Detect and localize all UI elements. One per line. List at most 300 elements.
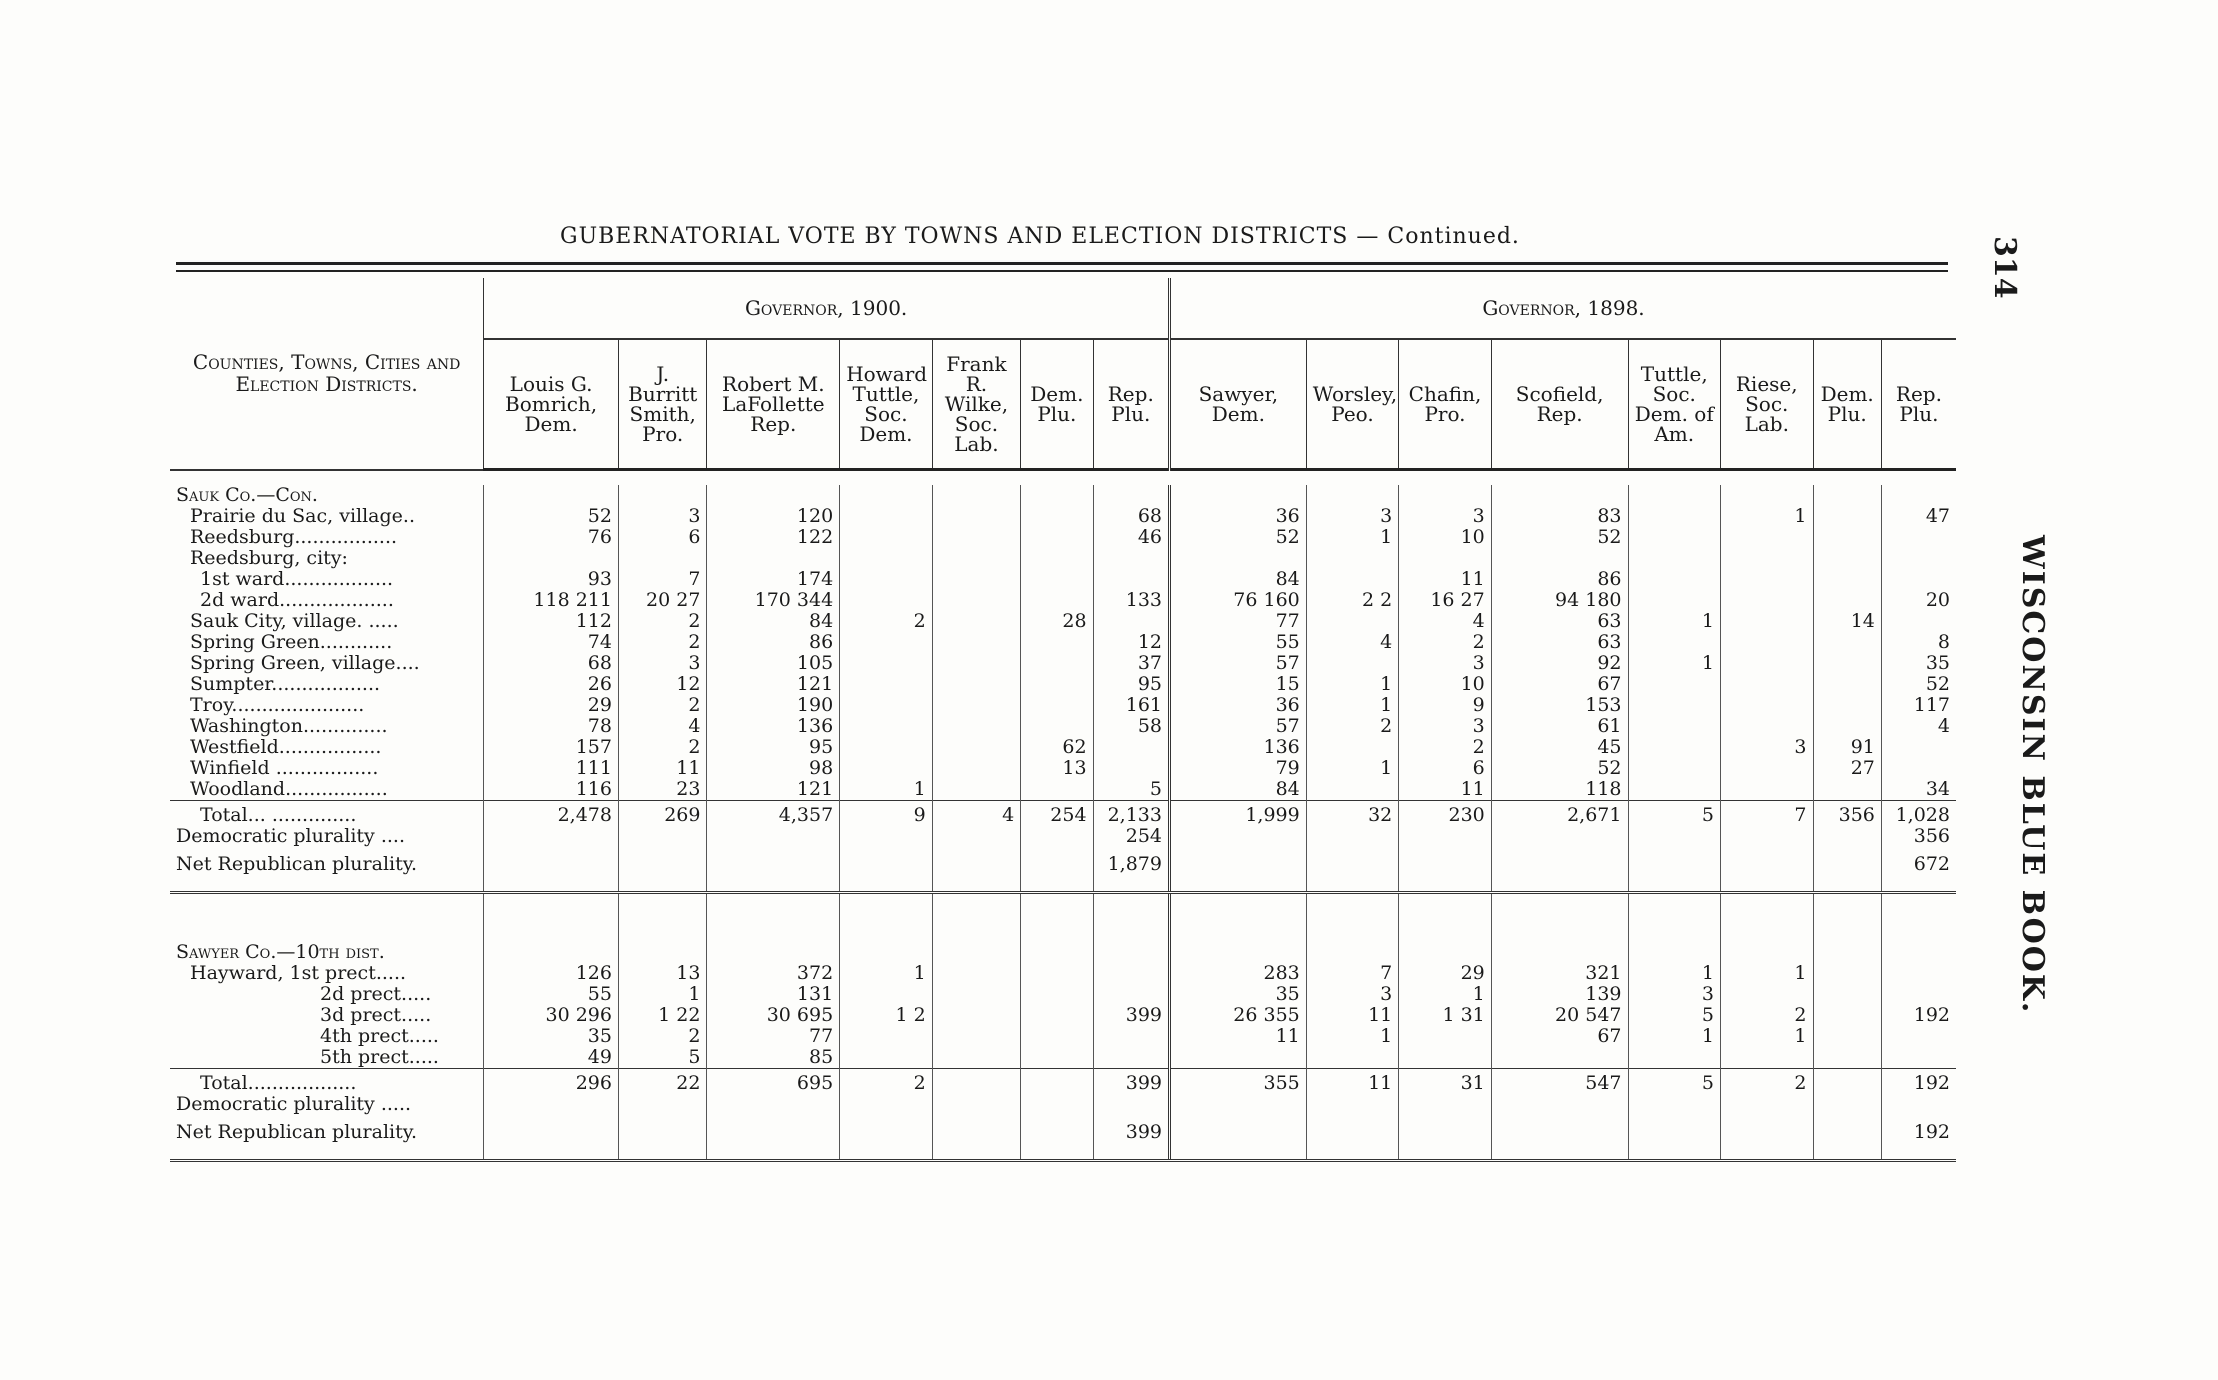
table-cell xyxy=(1399,1115,1492,1149)
table-row xyxy=(170,779,1956,801)
table-cell: 170 344 xyxy=(707,590,840,611)
column-header: Scofield, Rep. xyxy=(1491,339,1628,470)
table-cell xyxy=(932,611,1020,632)
table-cell: 32 xyxy=(1306,801,1399,827)
table-cell: 2 xyxy=(618,611,706,632)
table-cell: 1 xyxy=(1721,963,1814,984)
table-cell xyxy=(1813,506,1881,527)
table-cell: 1,028 xyxy=(1881,801,1956,827)
table-cell xyxy=(1813,548,1881,569)
table-cell xyxy=(1093,984,1169,1005)
table-cell: 3 xyxy=(1628,984,1721,1005)
table-cell: 20 xyxy=(1881,590,1956,611)
row-label: Woodland................. xyxy=(190,778,388,800)
table-cell xyxy=(1813,779,1881,801)
table-cell xyxy=(1021,716,1093,737)
row-label: Westfield................. xyxy=(190,736,382,758)
table-cell xyxy=(484,1115,619,1149)
table-cell: 3 xyxy=(1399,653,1492,674)
table-cell xyxy=(840,695,933,716)
table-cell xyxy=(932,826,1020,847)
table-cell: 3 xyxy=(618,653,706,674)
table-cell xyxy=(1170,826,1307,847)
table-cell xyxy=(840,826,933,847)
table-cell xyxy=(1813,1005,1881,1026)
table-cell: 118 xyxy=(1491,779,1628,801)
table-cell xyxy=(932,1115,1020,1149)
table-cell xyxy=(1813,1094,1881,1115)
stub-header: Counties, Towns, Cities and Election Districts. xyxy=(170,278,484,470)
table-cell: 1 xyxy=(1721,506,1814,527)
table-row xyxy=(170,1115,1956,1149)
table-cell: 4,357 xyxy=(707,801,840,827)
table-cell: 1,879 xyxy=(1093,847,1169,881)
table-cell xyxy=(932,506,1020,527)
table-cell xyxy=(932,695,1020,716)
table-cell: 2 2 xyxy=(1306,590,1399,611)
table-cell xyxy=(840,984,933,1005)
table-cell: 61 xyxy=(1491,716,1628,737)
table-cell xyxy=(840,506,933,527)
table-cell xyxy=(1628,716,1721,737)
table-cell: 9 xyxy=(840,801,933,827)
table-cell: 4 xyxy=(932,801,1020,827)
table-cell xyxy=(1628,847,1721,881)
table-cell xyxy=(1306,779,1399,801)
table-cell xyxy=(1093,1094,1169,1115)
table-cell xyxy=(1721,826,1814,847)
table-cell xyxy=(1881,984,1956,1005)
row-label: Sauk City, village. ..... xyxy=(190,610,399,632)
table-cell: 13 xyxy=(618,963,706,984)
table-cell xyxy=(840,548,933,569)
column-header: Worsley, Peo. xyxy=(1306,339,1399,470)
column-header: Louis G. Bomrich, Dem. xyxy=(484,339,619,470)
table-cell xyxy=(1093,1026,1169,1047)
table-cell xyxy=(1021,527,1093,548)
table-cell: 22 xyxy=(618,1069,706,1095)
table-cell: 111 xyxy=(484,758,619,779)
table-cell xyxy=(1813,653,1881,674)
table-cell xyxy=(1306,1047,1399,1069)
table-cell: 20 547 xyxy=(1491,1005,1628,1026)
table-cell: 1 xyxy=(1306,674,1399,695)
row-label: Sumpter.................. xyxy=(190,673,381,695)
table-cell: 76 160 xyxy=(1170,590,1307,611)
table-cell xyxy=(707,826,840,847)
header-rule xyxy=(176,270,1948,272)
table-cell: 52 xyxy=(1491,758,1628,779)
table-cell xyxy=(1306,611,1399,632)
table-cell: 5 xyxy=(1628,1005,1721,1026)
table-cell xyxy=(618,826,706,847)
table-cell: 11 xyxy=(1399,779,1492,801)
table-cell xyxy=(1399,1047,1492,1069)
table-cell: 78 xyxy=(484,716,619,737)
table-cell xyxy=(1021,963,1093,984)
table-cell xyxy=(840,1026,933,1047)
table-cell: 46 xyxy=(1093,527,1169,548)
table-cell: 3 xyxy=(1399,506,1492,527)
table-cell xyxy=(1021,506,1093,527)
table-cell: 3 xyxy=(1399,716,1492,737)
table-cell xyxy=(1721,653,1814,674)
table-cell: 190 xyxy=(707,695,840,716)
table-cell xyxy=(1628,569,1721,590)
table-cell xyxy=(932,1026,1020,1047)
column-header: Dem. Plu. xyxy=(1021,339,1093,470)
row-label: Democratic plurality ..... xyxy=(176,1093,412,1115)
table-cell xyxy=(1093,758,1169,779)
table-cell xyxy=(1721,590,1814,611)
table-cell: 92 xyxy=(1491,653,1628,674)
table-cell xyxy=(1021,674,1093,695)
table-cell xyxy=(1628,632,1721,653)
row-label: Washington.............. xyxy=(190,715,388,737)
row-label: Winfield ................. xyxy=(190,757,379,779)
table-cell: 86 xyxy=(707,632,840,653)
column-header: Tuttle, Soc. Dem. of Am. xyxy=(1628,339,1721,470)
table-cell: 10 xyxy=(1399,527,1492,548)
table-cell xyxy=(1881,611,1956,632)
table-cell: 372 xyxy=(707,963,840,984)
table-cell xyxy=(840,716,933,737)
table-cell xyxy=(1721,674,1814,695)
table-cell xyxy=(932,847,1020,881)
table-row xyxy=(170,984,1956,1005)
table-cell xyxy=(1306,737,1399,758)
table-cell xyxy=(840,1094,933,1115)
table-cell: 2,671 xyxy=(1491,801,1628,827)
table-cell xyxy=(1721,716,1814,737)
table-cell xyxy=(840,1115,933,1149)
table-cell: 29 xyxy=(1399,963,1492,984)
table-cell xyxy=(1628,1115,1721,1149)
table-cell xyxy=(618,548,706,569)
table-cell: 2 xyxy=(618,1026,706,1047)
table-cell xyxy=(1491,1047,1628,1069)
table-cell xyxy=(932,984,1020,1005)
table-cell: 11 xyxy=(1306,1005,1399,1026)
table-row xyxy=(170,632,1956,653)
table-cell: 1 xyxy=(1399,984,1492,1005)
table-cell xyxy=(1021,1026,1093,1047)
table-cell: 192 xyxy=(1881,1069,1956,1095)
table-cell xyxy=(1813,1069,1881,1095)
table-cell: 7 xyxy=(618,569,706,590)
table-cell xyxy=(1021,569,1093,590)
column-header: Robert M. LaFollette Rep. xyxy=(707,339,840,470)
table-cell xyxy=(1721,758,1814,779)
table-cell xyxy=(1813,1026,1881,1047)
table-cell: 2 xyxy=(618,632,706,653)
group-header-1900: Governor, 1900. xyxy=(484,278,1170,339)
table-cell: 13 xyxy=(1021,758,1093,779)
table-cell xyxy=(1813,632,1881,653)
table-cell xyxy=(1721,695,1814,716)
table-cell: 68 xyxy=(1093,506,1169,527)
table-cell: 84 xyxy=(707,611,840,632)
table-cell: 7 xyxy=(1721,801,1814,827)
row-label: Total... .............. xyxy=(170,801,484,827)
table-cell: 136 xyxy=(1170,737,1307,758)
table-cell xyxy=(1628,1094,1721,1115)
table-cell: 16 27 xyxy=(1399,590,1492,611)
column-header: Rep. Plu. xyxy=(1093,339,1169,470)
table-cell: 117 xyxy=(1881,695,1956,716)
table-cell: 1,999 xyxy=(1170,801,1307,827)
row-label: 2d ward................... xyxy=(200,589,394,611)
table-cell xyxy=(1021,1115,1093,1149)
table-cell xyxy=(932,569,1020,590)
table-cell: 2,133 xyxy=(1093,801,1169,827)
table-cell xyxy=(1021,695,1093,716)
table-cell xyxy=(1491,847,1628,881)
table-cell: 23 xyxy=(618,779,706,801)
table-cell xyxy=(1813,716,1881,737)
table-cell xyxy=(1093,1047,1169,1069)
table-cell xyxy=(1813,674,1881,695)
table-cell: 355 xyxy=(1170,1069,1307,1095)
table-cell xyxy=(1306,847,1399,881)
table-cell: 1 xyxy=(1628,1026,1721,1047)
table-cell: 6 xyxy=(1399,758,1492,779)
table-cell xyxy=(1881,527,1956,548)
table-cell xyxy=(932,1005,1020,1026)
table-cell: 9 xyxy=(1399,695,1492,716)
table-cell xyxy=(1170,1115,1307,1149)
table-cell: 47 xyxy=(1881,506,1956,527)
table-cell: 95 xyxy=(1093,674,1169,695)
table-cell: 83 xyxy=(1491,506,1628,527)
table-cell: 356 xyxy=(1881,826,1956,847)
row-label: Prairie du Sac, village.. xyxy=(190,505,415,527)
table-cell: 1 xyxy=(840,963,933,984)
column-header: Riese, Soc. Lab. xyxy=(1721,339,1814,470)
table-cell: 139 xyxy=(1491,984,1628,1005)
table-cell: 91 xyxy=(1813,737,1881,758)
table-cell: 136 xyxy=(707,716,840,737)
table-row xyxy=(170,548,1956,569)
table-cell xyxy=(932,1069,1020,1095)
table-cell: 2 xyxy=(1721,1069,1814,1095)
table-cell xyxy=(1399,826,1492,847)
table-cell: 283 xyxy=(1170,963,1307,984)
table-row xyxy=(170,737,1956,758)
table-cell: 4 xyxy=(1306,632,1399,653)
table-row xyxy=(170,695,1956,716)
table-cell: 8 xyxy=(1881,632,1956,653)
table-cell: 254 xyxy=(1093,826,1169,847)
table-cell xyxy=(932,527,1020,548)
table-cell xyxy=(1306,548,1399,569)
table-cell: 63 xyxy=(1491,611,1628,632)
table-cell xyxy=(1491,1094,1628,1115)
page-number: 314 xyxy=(1987,236,2022,299)
column-header: Rep. Plu. xyxy=(1881,339,1956,470)
table-cell xyxy=(840,1047,933,1069)
table-cell xyxy=(1170,548,1307,569)
table-cell: 12 xyxy=(618,674,706,695)
table-cell: 76 xyxy=(484,527,619,548)
table-row xyxy=(170,653,1956,674)
section-heading-row xyxy=(170,942,1956,963)
table-cell: 93 xyxy=(484,569,619,590)
table-cell xyxy=(1721,984,1814,1005)
table-cell xyxy=(1170,1047,1307,1069)
table-cell xyxy=(707,548,840,569)
table-cell xyxy=(1881,758,1956,779)
table-cell: 35 xyxy=(1881,653,1956,674)
table-cell: 55 xyxy=(1170,632,1307,653)
table-cell xyxy=(1021,826,1093,847)
table-cell: 67 xyxy=(1491,1026,1628,1047)
table-cell xyxy=(1021,984,1093,1005)
table-cell xyxy=(932,716,1020,737)
table-cell: 14 xyxy=(1813,611,1881,632)
table-cell xyxy=(618,1094,706,1115)
table-cell: 5 xyxy=(1628,1069,1721,1095)
table-cell xyxy=(1628,674,1721,695)
row-label: 3d prect..... xyxy=(320,1004,432,1026)
table-cell xyxy=(1721,548,1814,569)
table-cell: 112 xyxy=(484,611,619,632)
table-cell xyxy=(840,527,933,548)
table-cell xyxy=(1628,506,1721,527)
table-cell: 95 xyxy=(707,737,840,758)
table-cell xyxy=(1721,527,1814,548)
table-cell: 2 xyxy=(1721,1005,1814,1026)
row-label: Net Republican plurality. xyxy=(176,852,417,875)
section-heading: Sauk Co.—Con. xyxy=(176,484,318,506)
table-cell: 121 xyxy=(707,779,840,801)
table-row xyxy=(170,674,1956,695)
table-cell: 37 xyxy=(1093,653,1169,674)
row-label: Total.................. xyxy=(170,1069,484,1095)
table-row xyxy=(170,1047,1956,1069)
table-cell: 321 xyxy=(1491,963,1628,984)
row-label: Reedsburg................. xyxy=(190,526,398,548)
table-cell: 131 xyxy=(707,984,840,1005)
table-cell xyxy=(707,847,840,881)
row-label: Troy...................... xyxy=(190,694,365,716)
table-cell: 52 xyxy=(1170,527,1307,548)
table-cell: 36 xyxy=(1170,695,1307,716)
table-cell: 77 xyxy=(1170,611,1307,632)
table-cell: 3 xyxy=(1721,737,1814,758)
column-header: Sawyer, Dem. xyxy=(1170,339,1307,470)
table-cell: 77 xyxy=(707,1026,840,1047)
table-cell xyxy=(1306,1094,1399,1115)
table-cell: 2 xyxy=(1399,632,1492,653)
table-cell: 26 355 xyxy=(1170,1005,1307,1026)
table-row xyxy=(170,527,1956,548)
table-cell xyxy=(1881,963,1956,984)
header-rule xyxy=(176,262,1948,265)
table-cell: 31 xyxy=(1399,1069,1492,1095)
table-cell xyxy=(932,779,1020,801)
table-cell: 133 xyxy=(1093,590,1169,611)
running-side-title: WISCONSIN BLUE BOOK. xyxy=(2015,535,2050,1015)
table-cell: 11 xyxy=(1306,1069,1399,1095)
sawyer-county-section xyxy=(170,893,1956,1161)
table-cell xyxy=(1491,1115,1628,1149)
table-cell xyxy=(1721,1047,1814,1069)
table-cell: 11 xyxy=(1399,569,1492,590)
table-cell xyxy=(1721,1115,1814,1149)
table-cell: 118 211 xyxy=(484,590,619,611)
row-label: Spring Green, village.... xyxy=(190,652,420,674)
table-cell: 94 180 xyxy=(1491,590,1628,611)
table-row xyxy=(170,847,1956,881)
column-header: Chafin, Pro. xyxy=(1399,339,1492,470)
table-cell xyxy=(1813,826,1881,847)
table-cell xyxy=(1021,548,1093,569)
table-cell: 49 xyxy=(484,1047,619,1069)
table-cell: 52 xyxy=(1491,527,1628,548)
table-cell xyxy=(1721,632,1814,653)
sauk-county-section xyxy=(170,470,1956,893)
table-cell xyxy=(1628,1047,1721,1069)
table-cell xyxy=(1813,569,1881,590)
table-cell: 68 xyxy=(484,653,619,674)
table-cell xyxy=(1721,1094,1814,1115)
table-cell xyxy=(1306,826,1399,847)
table-cell xyxy=(932,590,1020,611)
table-cell: 105 xyxy=(707,653,840,674)
table-cell: 52 xyxy=(484,506,619,527)
row-label: 4th prect..... xyxy=(320,1025,439,1047)
table-cell: 30 695 xyxy=(707,1005,840,1026)
table-cell: 86 xyxy=(1491,569,1628,590)
table-cell: 11 xyxy=(1170,1026,1307,1047)
table-cell: 2 xyxy=(1399,737,1492,758)
table-cell: 1 xyxy=(1628,963,1721,984)
table-cell xyxy=(1093,548,1169,569)
table-cell: 84 xyxy=(1170,569,1307,590)
table-cell: 269 xyxy=(618,801,706,827)
table-row xyxy=(170,569,1956,590)
table-cell: 399 xyxy=(1093,1005,1169,1026)
table-cell: 34 xyxy=(1881,779,1956,801)
table-cell: 45 xyxy=(1491,737,1628,758)
table-cell: 27 xyxy=(1813,758,1881,779)
table-cell: 74 xyxy=(484,632,619,653)
column-header: Dem. Plu. xyxy=(1813,339,1881,470)
table-cell: 5 xyxy=(1093,779,1169,801)
table-cell xyxy=(1628,590,1721,611)
table-cell xyxy=(1813,590,1881,611)
table-cell xyxy=(1491,548,1628,569)
table-cell xyxy=(1881,1026,1956,1047)
table-cell xyxy=(1021,1005,1093,1026)
table-cell xyxy=(840,632,933,653)
table-cell xyxy=(1881,1094,1956,1115)
table-cell xyxy=(1021,779,1093,801)
table-cell xyxy=(840,758,933,779)
table-cell: 98 xyxy=(707,758,840,779)
table-cell xyxy=(1170,1094,1307,1115)
table-cell xyxy=(1170,847,1307,881)
table-cell xyxy=(1093,611,1169,632)
table-cell: 356 xyxy=(1813,801,1881,827)
table-cell xyxy=(840,569,933,590)
table-cell xyxy=(840,737,933,758)
table-cell xyxy=(1021,590,1093,611)
table-row xyxy=(170,1069,1956,1095)
table-cell xyxy=(1628,737,1721,758)
table-cell xyxy=(932,737,1020,758)
